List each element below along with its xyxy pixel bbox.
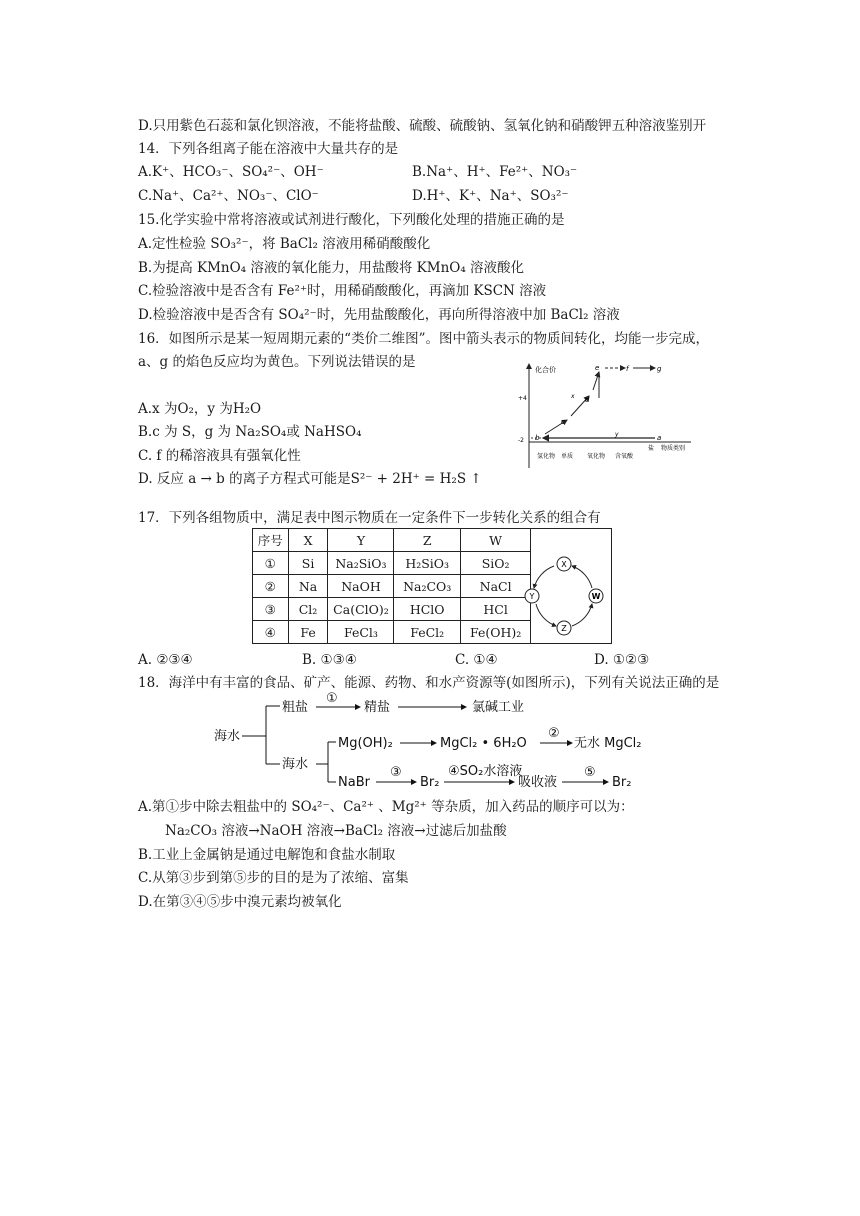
table-cell: Na₂CO₃ — [394, 575, 460, 598]
table-cell: NaOH — [328, 575, 394, 598]
table-cell: Na — [288, 575, 328, 598]
node-seawater: 海水 — [214, 729, 241, 744]
node-z: Z — [561, 624, 567, 633]
q16-option-b: B.c 为 S，g 为 Na₂SO₄或 NaHSO₄ — [138, 424, 362, 440]
step-1-label: ① — [326, 692, 338, 706]
header-cell: W — [460, 529, 530, 552]
q18-option-b: B.工业上金属钠是通过电解饱和食盐水制取 — [138, 847, 396, 863]
table-cell: ② — [253, 575, 289, 598]
node-w: W — [591, 592, 601, 601]
table-cell: Cl₂ — [288, 598, 328, 621]
step-2-label: ② — [548, 726, 560, 741]
table-cell: Si — [288, 552, 328, 575]
table-cell: ③ — [253, 598, 289, 621]
node-br2-b: Br₂ — [612, 775, 632, 790]
y-axis-title: 化合价 — [535, 366, 556, 374]
node-nabr: NaBr — [338, 775, 370, 790]
valence-class-diagram — [515, 358, 695, 476]
node-y: Y — [529, 592, 535, 601]
y-tick-low: -2 — [518, 437, 524, 444]
table-cell: H₂SiO₃ — [394, 552, 460, 575]
point-f: f — [626, 365, 629, 373]
label-y: y — [615, 431, 619, 438]
q13-option-d: D.只用紫色石蕊和氯化钡溶液，不能将盐酸、硫酸、硫酸钠、氢氧化钠和硝酸钾五种溶液鉴别开 — [138, 118, 707, 134]
q17-option-d: D. ①②③ — [594, 652, 650, 668]
q18-option-a-line1: A.第①步中除去粗盐中的 SO₄²⁻、Ca²⁺ 、Mg²⁺ 等杂质，加入药品的顺序可以为： — [138, 799, 634, 815]
x-cat-oxyacid: 含氧酸 — [615, 453, 634, 460]
table-header-row — [253, 529, 612, 552]
q17-option-a: A. ②③④ — [138, 652, 193, 668]
seawater-resource-flowchart — [212, 692, 672, 792]
y-tick-high: +4 — [518, 395, 527, 402]
q14-stem: 14．下列各组离子能在溶液中大量共存的是 — [138, 141, 399, 157]
node-crude-salt: 粗盐 — [282, 700, 309, 715]
table-cell: ④ — [253, 621, 289, 644]
q16-option-d: D. 反应 a → b 的离子方程式可能是S²⁻ + 2H⁺ = H₂S ↑ — [138, 471, 482, 487]
q14-option-d: D.H⁺、K⁺、Na⁺、SO₃²⁻ — [412, 188, 569, 204]
q18-option-a-line2: Na₂CO₃ 溶液→NaOH 溶液→BaCl₂ 溶液→过滤后加盐酸 — [165, 823, 507, 839]
q16-stem-line1: 16．如图所示是某一短周期元素的“类价二维图”。图中箭头表示的物质间转化，均能一步完成， — [138, 331, 709, 347]
q16-stem-line2: a、g 的焰色反应均为黄色。下列说法错误的是 — [138, 354, 416, 370]
node-anhydrous-mgcl2: 无水 MgCl₂ — [574, 736, 642, 751]
q14-option-b: B.Na⁺、H⁺、Fe²⁺、NO₃⁻ — [412, 164, 578, 180]
step-3-label: ③ — [390, 765, 402, 780]
node-mgcl2-hydrate: MgCl₂ • 6H₂O — [440, 736, 527, 751]
header-cell: 序号 — [253, 529, 289, 552]
q15-option-b: B.为提高 KMnO₄ 溶液的氧化能力，用盐酸将 KMnO₄ 溶液酸化 — [138, 260, 525, 276]
x-cat-hydride: 氢化物 — [537, 453, 556, 460]
node-x: X — [561, 560, 567, 569]
table-cell: FeCl₃ — [328, 621, 394, 644]
point-g: g — [657, 365, 662, 373]
table-cell: Fe(OH)₂ — [460, 621, 530, 644]
q18-option-d: D.在第③④⑤步中溴元素均被氧化 — [138, 894, 342, 910]
q15-stem: 15.化学实验中常将溶液或试剂进行酸化，下列酸化处理的措施正确的是 — [138, 212, 565, 228]
q16-option-c: C. f 的稀溶液具有强氧化性 — [138, 448, 301, 464]
point-a: a — [657, 434, 662, 442]
q14-option-c: C.Na⁺、Ca²⁺、NO₃⁻、ClO⁻ — [138, 188, 319, 204]
label-x: x — [571, 393, 575, 400]
table-cell: SiO₂ — [460, 552, 530, 575]
q15-option-c: C.检验溶液中是否含有 Fe²⁺时，用稀硝酸酸化，再滴加 KSCN 溶液 — [138, 283, 547, 299]
q18-stem: 18．海洋中有丰富的食品、矿产、能源、药物、和水产资源等(如图所示)，下列有关说法正确的是 — [138, 675, 720, 691]
node-chlor-alkali: 氯碱工业 — [472, 700, 525, 715]
conversion-cycle-diagram — [522, 554, 606, 638]
header-cell: Z — [394, 529, 460, 552]
table-cell: Ca(ClO)₂ — [328, 598, 394, 621]
q17-stem: 17．下列各组物质中，满足表中图示物质在一定条件下一步转化关系的组合有 — [138, 510, 601, 526]
table-cell: FeCl₂ — [394, 621, 460, 644]
table-cell: NaCl — [460, 575, 530, 598]
x-cat-element: 单质 — [561, 453, 574, 460]
table-cell: HClO — [394, 598, 460, 621]
step-4-label: ④SO₂水溶液 — [448, 764, 523, 779]
q17-option-c: C. ①④ — [455, 652, 498, 668]
node-seawater-2: 海水 — [282, 757, 309, 772]
point-c: c — [561, 418, 565, 426]
step-5-label: ⑤ — [584, 765, 596, 780]
table-cell: Fe — [288, 621, 328, 644]
arrow-d-e — [593, 372, 599, 390]
q17-option-b: B. ①③④ — [302, 652, 357, 668]
q16-option-a: A.x 为O₂，y 为H₂O — [138, 401, 262, 417]
x-cat-oxide: 氧化物 — [587, 453, 606, 460]
q15-option-a: A.定性检验 SO₃²⁻，将 BaCl₂ 溶液用稀硝酸酸化 — [138, 236, 431, 252]
point-d: d — [585, 396, 590, 404]
q15-option-d: D.检验溶液中是否含有 SO₄²⁻时，先用盐酸酸化，再向所得溶液中加 BaCl₂ 溶液 — [138, 307, 620, 323]
table-cell: ① — [253, 552, 289, 575]
point-e: e — [595, 364, 600, 372]
node-absorb: 吸收液 — [518, 775, 558, 790]
table-cell: HCl — [460, 598, 530, 621]
header-cell: X — [288, 529, 328, 552]
x-axis-title: 物质类别 — [661, 445, 686, 452]
q14-option-a: A.K⁺、HCO₃⁻、SO₄²⁻、OH⁻ — [138, 164, 324, 180]
node-br2-a: Br₂ — [420, 775, 440, 790]
node-refined-salt: 精盐 — [364, 700, 391, 715]
x-cat-salt: 盐 — [648, 445, 655, 452]
point-b: b — [535, 434, 540, 442]
table-cell: Na₂SiO₃ — [328, 552, 394, 575]
node-mgoh2: Mg(OH)₂ — [338, 736, 393, 751]
q18-option-c: C.从第③步到第⑤步的目的是为了浓缩、富集 — [138, 870, 409, 886]
header-cell: Y — [328, 529, 394, 552]
